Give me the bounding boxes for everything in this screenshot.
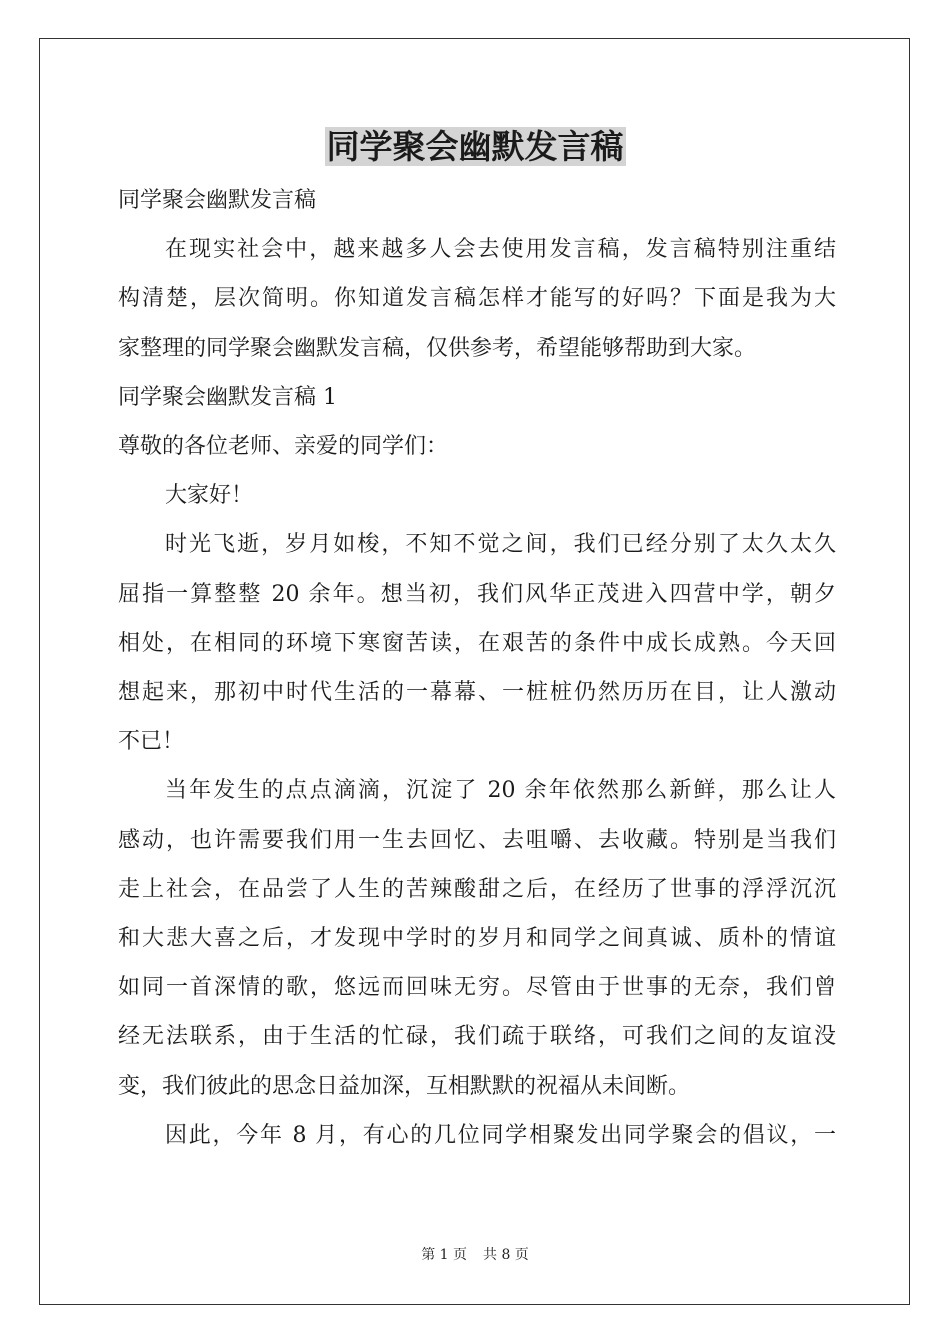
salutation: 尊敬的各位老师、亲爱的同学们： xyxy=(118,434,449,460)
body-line: 家整理的同学聚会幽默发言稿，仅供参考，希望能够帮助到大家。 xyxy=(118,335,757,361)
body-line: 想起来，那初中时代生活的一幕幕、一桩桩仍然历历在目，让人激动 xyxy=(118,680,836,706)
body-line: 不已！ xyxy=(118,729,185,755)
body-line: 相处，在相同的环境下寒窗苦读，在艰苦的条件中成长成熟。今天回 xyxy=(118,630,836,656)
document-body xyxy=(118,176,836,1160)
body-line: 屈指一算整整 20 余年。想当初，我们风华正茂进入四营中学，朝夕 xyxy=(118,581,836,607)
body-line: 时光飞逝，岁月如梭，不知不觉之间，我们已经分别了太久太久 xyxy=(165,532,836,558)
body-line: 感动，也许需要我们用一生去回忆、去咀嚼、去收藏。特别是当我们 xyxy=(118,827,836,853)
greeting: 大家好！ xyxy=(165,483,254,509)
document-title-text: 同学聚会幽默发言稿 xyxy=(326,127,624,166)
body-line: 构清楚，层次简明。你知道发言稿怎样才能写的好吗？下面是我为大 xyxy=(118,286,836,312)
section-heading: 同学聚会幽默发言稿 1 xyxy=(118,384,337,410)
body-line-subtitle: 同学聚会幽默发言稿 xyxy=(118,188,317,213)
body-line: 走上社会，在品尝了人生的苦辣酸甜之后，在经历了世事的浮浮沉沉 xyxy=(118,876,836,902)
page-footer xyxy=(0,1245,950,1265)
body-line: 如同一首深情的歌，悠远而回味无穷。尽管由于世事的无奈，我们曾 xyxy=(118,975,836,1001)
body-line: 经无法联系，由于生活的忙碌，我们疏于联络，可我们之间的友谊没 xyxy=(118,1024,836,1050)
body-line: 在现实社会中，越来越多人会去使用发言稿，发言稿特别注重结 xyxy=(165,237,836,263)
page-number: 第 1 页 xyxy=(421,1247,467,1263)
page-total: 共 8 页 xyxy=(483,1247,529,1263)
body-line: 因此，今年 8 月，有心的几位同学相聚发出同学聚会的倡议，一 xyxy=(165,1122,836,1148)
document-title xyxy=(0,124,950,170)
body-line: 变，我们彼此的思念日益加深，互相默默的祝福从未间断。 xyxy=(118,1073,691,1099)
body-line: 和大悲大喜之后，才发现中学时的岁月和同学之间真诚、质朴的情谊 xyxy=(118,926,836,952)
body-line: 当年发生的点点滴滴，沉淀了 20 余年依然那么新鲜，那么让人 xyxy=(165,778,836,804)
